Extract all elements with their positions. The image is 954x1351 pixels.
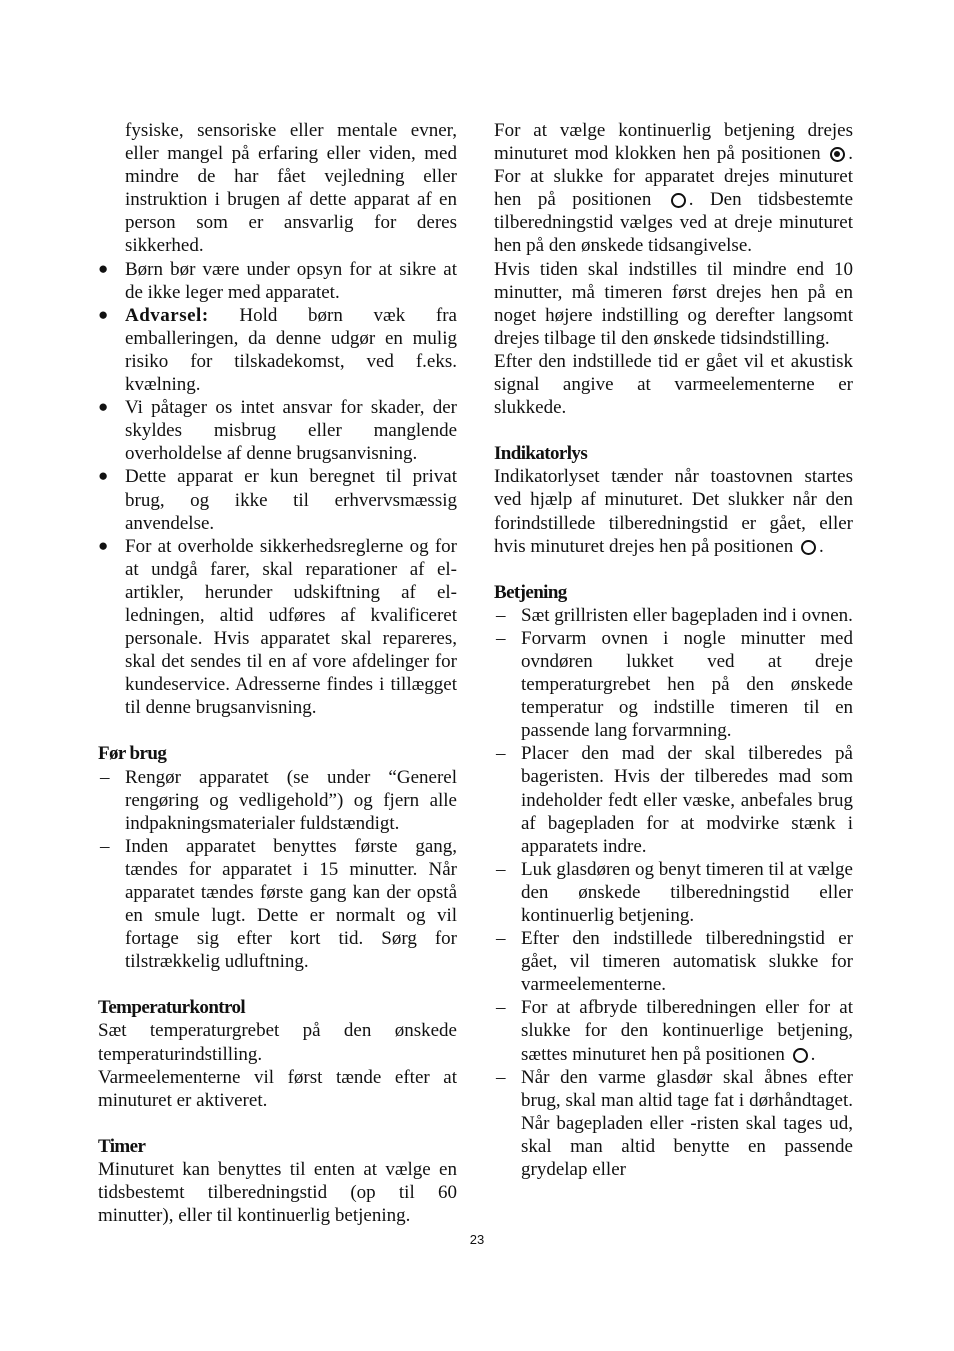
section-heading-temperature: Temperaturkontrol bbox=[98, 997, 246, 1019]
dash-icon: – bbox=[496, 997, 506, 1019]
operation-list bbox=[494, 604, 853, 1181]
paragraph: Indikatorlyset tænder når toastovnen startes ved hjælp af minuturet. Det slukker når den forindstillede tilberedningstid er gået, eller hvis minuturet drejes hen på positionen . bbox=[494, 466, 853, 557]
section-heading-before-use: Før brug bbox=[98, 743, 167, 765]
list-item: – Inden apparatet benyttes første gang, tændes for apparatet i 15 minutter. Når apparatet tændes første gang kan der opstå en smule lugt. Dette er normalt og vil fortage sig efter kort tid. Sørg for tilstrækkelig udluftning. bbox=[100, 835, 457, 973]
section-heading-indicator: Indikatorlys bbox=[494, 443, 588, 465]
section-heading-operation: Betjening bbox=[494, 581, 567, 603]
list-item: – Rengør apparatet (se under “Generel rengøring og vedligehold”) og fjern alle indpakningsmaterialer fuldstændigt. bbox=[100, 766, 457, 834]
dash-icon: – bbox=[496, 743, 506, 765]
intro-continued: fysiske, sensoriske eller mentale evner, eller mangel på erfaring eller viden, med mindre de har fået vejledning eller instruktion i brugen af dette apparat af en person som er ansvarlig for deres sikkerhed. bbox=[125, 120, 457, 257]
continuous-position-icon bbox=[830, 147, 845, 162]
paragraph: Hvis tiden skal indstilles til mindre end 10 minutter, må timeren først drejes hen på en noget højere indstilling og derefter langsomt drejes tilbage til den ønskede tidsindstilling. bbox=[494, 258, 853, 349]
list-item: – Forvarm ovnen i nogle minutter med ovndøren lukket ved at dreje temperaturgrebet hen på den ønskede temperatur og indstille timeren til en passende lang forvarmning. bbox=[496, 627, 853, 742]
paragraph: Minuturet kan benyttes til enten at vælge en tidsbestemt tilberedningstid (op til 60 minutter), eller til kontinuerlig betjening. bbox=[98, 1158, 457, 1227]
dash-icon: – bbox=[496, 928, 506, 950]
bullet-icon: ● bbox=[98, 466, 109, 486]
paragraph: Efter den indstillede tid er gået vil et akustisk signal angive at varmeelementerne er slukkede. bbox=[494, 350, 853, 419]
dash-icon: – bbox=[496, 627, 506, 649]
paragraph: Varmeelementerne vil først tænde efter at minuturet er aktiveret. bbox=[98, 1066, 457, 1111]
before-use-list bbox=[98, 766, 457, 974]
list-item: ● Advarsel: Hold børn væk fra emballeringen, da denne udgør en mulig risiko for tilskadekomst, ved f.eks. kvælning. bbox=[98, 304, 457, 396]
dash-icon: – bbox=[100, 835, 110, 857]
bullet-icon: ● bbox=[98, 535, 109, 555]
off-position-icon bbox=[801, 540, 816, 555]
list-item: – Placer den mad der skal tilberedes på bageristen. Hvis der tilberedes mad som indeholder fedt eller væske, anbefales brug af bagepladen for at modvirke stænk i apparatets indre. bbox=[496, 743, 853, 857]
list-item: – Sæt grillristen eller bagepladen ind i ovnen. bbox=[496, 604, 853, 626]
off-position-icon bbox=[793, 1048, 808, 1063]
list-item: – For at afbryde tilberedningen eller for at slukke for den kontinuerlige betjening, sættes minuturet hen på positionen . bbox=[496, 997, 853, 1065]
list-item: – Når den varme glasdør skal åbnes efter brug, skal man altid tage fat i dørhåndtaget. Når bagepladen eller -risten skal tages ud, skal man altid benytte en passende grydelap eller bbox=[496, 1066, 853, 1181]
list-item: ● Børn bør være under opsyn for at sikre at de ikke leger med apparatet. bbox=[98, 258, 457, 303]
list-item: ● Dette apparat er kun beregnet til privat brug, og ikke til erhvervsmæssig anvendelse. bbox=[98, 466, 457, 534]
dash-icon: – bbox=[496, 604, 506, 626]
dash-icon: – bbox=[496, 1066, 506, 1088]
section-heading-timer: Timer bbox=[98, 1135, 146, 1157]
warning-label: Advarsel: bbox=[125, 304, 209, 326]
dash-icon: – bbox=[100, 766, 110, 788]
paragraph: Sæt temperaturgrebet på den ønskede temperaturindstilling. bbox=[98, 1020, 457, 1065]
left-column bbox=[98, 119, 457, 1227]
dash-icon: – bbox=[496, 858, 506, 880]
safety-bullet-list bbox=[98, 258, 457, 720]
page-number: 23 bbox=[469, 1232, 485, 1247]
bullet-icon: ● bbox=[98, 397, 109, 417]
bullet-icon: ● bbox=[98, 304, 109, 324]
paragraph: For at vælge kontinuerlig betjening drejes minuturet mod klokken hen på positionen . For at slukke for apparatet drejes minuturet hen på positionen . Den tidsbestemte tilberedningstid vælges ved at dreje minuturet hen på den ønskede tidsangivelse. bbox=[494, 120, 854, 257]
right-column bbox=[494, 119, 853, 1181]
list-item: ● For at overholde sikkerhedsreglerne og for at undgå farer, skal reparationer af el-artikler, herunder udskiftning af el-ledningen, altid udføres af kvalificeret personale. Hvis apparatet skal repareres, skal det sendes til en af vore afdelinger for kundeservice. Adresserne findes i tillægget til denne brugsanvisning. bbox=[98, 535, 457, 719]
list-item: ● Vi påtager os intet ansvar for skader, der skyldes misbrug eller manglende overholdelse af denne brugsanvisning. bbox=[98, 397, 457, 465]
bullet-icon: ● bbox=[98, 258, 109, 278]
list-item: – Luk glasdøren og benyt timeren til at vælge den ønskede tilberedningstid eller kontinuerlig betjening. bbox=[496, 858, 853, 926]
off-position-icon bbox=[671, 193, 686, 208]
list-item: – Efter den indstillede tilberedningstid er gået, vil timeren automatisk slukke for varmeelementerne. bbox=[496, 928, 853, 996]
